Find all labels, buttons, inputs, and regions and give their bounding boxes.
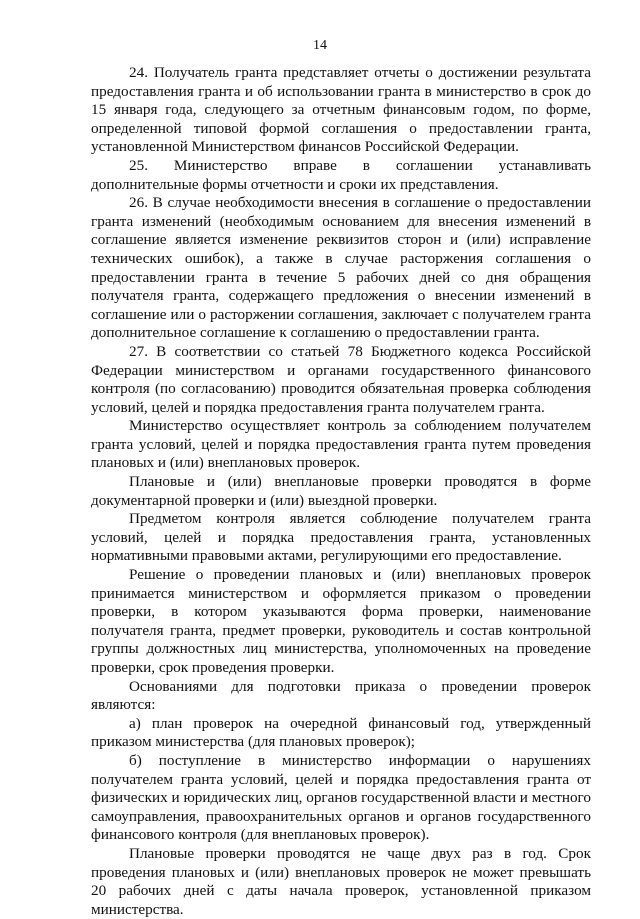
- paragraph-27-mandatory-check: 27. В соответствии со статьей 78 Бюджетного кодекса Российской Федерации министерством и органами государственного финансового контроля (по согласованию) проводится обязательная проверка соблюдения условий, целей и порядка предоставления гранта получателем гранта.: [91, 342, 591, 416]
- paragraph-control-subject: Предметом контроля является соблюдение получателем гранта условий, целей и порядка предоставления гранта, установленных нормативными правовыми актами, регулирующими его предоставление.: [91, 510, 591, 565]
- paragraph-inspection-forms: Плановые и (или) внеплановые проверки проводятся в форме документарной проверки и (или) выездной проверки.: [91, 473, 591, 509]
- paragraph-25-additional-forms: 25. Министерство вправе в соглашении устанавливать дополнительные формы отчетности и сроки их представления.: [91, 156, 591, 193]
- list-item-b-information: б) поступление в министерство информации о нарушениях получателем гранта условий, целей и порядка предоставления гранта от физических и юридических лиц, органов государственной власти и местного самоуправления, правоохранительных органов и органов государственного финансового контроля (для внеплановых проверок).: [91, 751, 591, 844]
- list-item-a-plan: а) план проверок на очередной финансовый год, утвержденный приказом министерства (для плановых проверок);: [91, 714, 591, 751]
- paragraph-inspection-decision: Решение о проведении плановых и (или) внеплановых проверок принимается министерством и оформляется приказом о проведении проверки, в котором указываются форма проверки, наименование получателя гранта, предмет проверки, руководитель и состав контрольной группы должностных лиц министерства, уполномоченных на проведение проверки, срок проведения проверки.: [91, 566, 591, 676]
- paragraph-ministry-control: Министерство осуществляет контроль за соблюдением получателем гранта условий, целей и порядка предоставления гранта путем проведения плановых и (или) внеплановых проверок.: [91, 417, 591, 472]
- paragraph-inspection-frequency: Плановые проверки проводятся не чаще двух раз в год. Срок проведения плановых и (или) внеплановых проверок не может превышать 20 рабочих дней с даты начала проверок, установленной приказом министерства.: [91, 844, 591, 918]
- paragraph-order-grounds: Основаниями для подготовки приказа о проведении проверок являются:: [91, 677, 591, 714]
- paragraph-24-report-submission: 24. Получатель гранта представляет отчеты о достижении результата предоставления гранта и об использовании гранта в министерство в срок до 15 января года, следующего за отчетным финансовым годом, по форме, определенной типовой формой соглашения о предоставлении гранта, установленной Министерством финансов Российской Федерации.: [91, 64, 591, 156]
- paragraph-26-agreement-changes: 26. В случае необходимости внесения в соглашение о предоставлении гранта изменений (необходимым основанием для внесения изменений в соглашение является изменение реквизитов сторон и (или) исправление технических ошибок), а также в случае расторжения соглашения о предоставлении гранта в течение 5 рабочих дней со дня обращения получателя гранта, содержащего предложения о внесении изменений в соглашение или о расторжении соглашения, заключает с получателем гранта дополнительное соглашение к соглашению о предоставлении гранта.: [91, 194, 591, 342]
- page-number: 14: [313, 38, 327, 53]
- document-body: [91, 64, 591, 919]
